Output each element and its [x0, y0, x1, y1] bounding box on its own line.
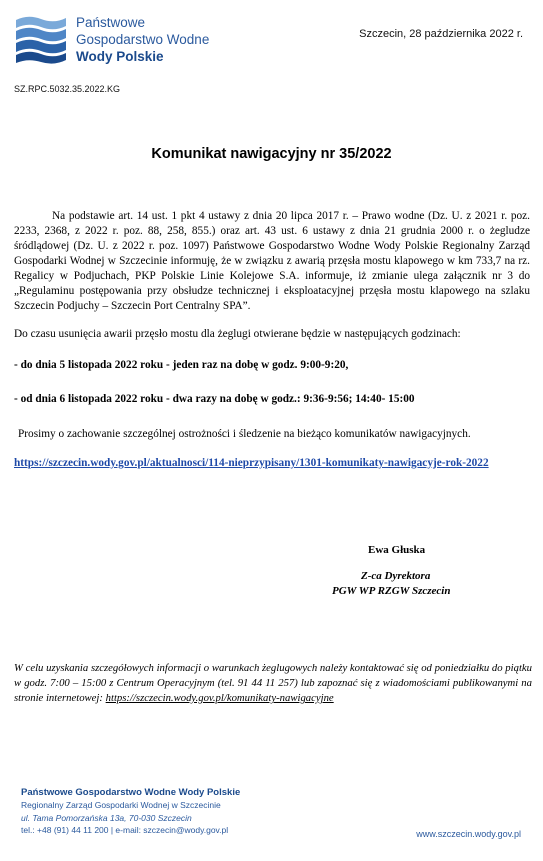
contact-note-text: W celu uzyskania szczegółowych informacji o warunkach żeglugowych należy kontaktować się od poniedziałku do piątku w godz. 7:00 – 15:00 z Centrum Operacyjnym (tel. 91 44 11 257) lub zapoznać się z wiadomościami publikowanymi na stronie internetowej:: [14, 662, 532, 704]
footer-contact: tel.: +48 (91) 44 11 200 | e-mail: szczecin@wody.gov.pl: [21, 825, 229, 835]
footer-website[interactable]: www.szczecin.wody.gov.pl: [416, 829, 521, 839]
header-logo: [14, 10, 254, 70]
announcements-link[interactable]: https://szczecin.wody.gov.pl/aktualnosci/114-nieprzypisany/1301-komunikaty-nawigacyje-rok-2022: [14, 457, 489, 469]
paragraph-caution: Prosimy o zachowanie szczególnej ostrożności i śledzenie na bieżąco komunikatów nawigacyjnych.: [18, 428, 471, 440]
logo-line2: Gospodarstwo Wodne: [76, 32, 210, 47]
document-body: [14, 209, 530, 471]
logo-line1: Państwowe: [76, 15, 146, 30]
wody-polskie-wave-logo-icon: [14, 14, 68, 64]
footer-org: Państwowe Gospodarstwo Wodne Wody Polskie: [21, 787, 241, 798]
contact-note-url[interactable]: https://szczecin.wody.gov.pl/komunikaty-nawigacyjne: [105, 692, 334, 704]
schedule-item-until-nov5: - do dnia 5 listopada 2022 roku - jeden raz na dobę w godz. 9:00-9:20,: [14, 359, 349, 371]
contact-note: [14, 661, 532, 706]
footer-region: Regionalny Zarząd Gospodarki Wodnej w Szczecinie: [21, 800, 221, 810]
document-date: Szczecin, 28 października 2022 r.: [359, 28, 523, 40]
footer-address: [21, 786, 240, 837]
signatory-name: Ewa Głuska: [368, 544, 426, 556]
logo-line3: Wody Polskie: [76, 49, 164, 64]
schedule-item-from-nov6: - od dnia 6 listopada 2022 roku - dwa razy na dobę w godz.: 9:36-9:56; 14:40- 15:00: [14, 393, 415, 405]
footer-street: ul. Tama Pomorzańska 13a, 70-030 Szczecin: [21, 812, 192, 823]
document-title: Komunikat nawigacyjny nr 35/2022: [151, 146, 392, 162]
signatory-org: PGW WP RZGW Szczecin: [332, 585, 451, 597]
paragraph-opening-hours: Do czasu usunięcia awarii przęsło mostu dla żeglugi otwierane będzie w następujących godzinach:: [14, 328, 461, 340]
paragraph-legal-basis: Na podstawie art. 14 ust. 1 pkt 4 ustawy z dnia 20 lipca 2017 r. – Prawo wodne (Dz. U. z 2021 r. poz. 2233, 2368, z 2022 r. poz. 88, 258, 855.) oraz art. 43 ust. 6 ustawy z dnia 21 grudnia 2000 r. o żegludze śródlądowej (Dz. U. z 2022 r. poz. 1097) Państwowe Gospodarstwo Wodne Wody Polskie Regionalny Zarząd Gospodarki Wodnej w Szczecinie informuję, że w związku z awarią przęsła mostu klapowego w km 733,7 na rz. Regalicy w Podjuchach, PKP Polskie Linie Kolejowe S.A. informuje, iż zmianie ulega załącznik nr 3 do „Regulaminu postępowania przy obsłudze technicznej i eksploatacyjnej przęsła mostu klapowego na szlaku Szczecin Podjuchy – Szczecin Port Centralny SPA”.: [14, 210, 530, 312]
logo-text: [76, 14, 209, 65]
signatory-role: Z-ca Dyrektora: [361, 570, 431, 582]
reference-number: SZ.RPC.5032.35.2022.KG: [14, 84, 121, 94]
